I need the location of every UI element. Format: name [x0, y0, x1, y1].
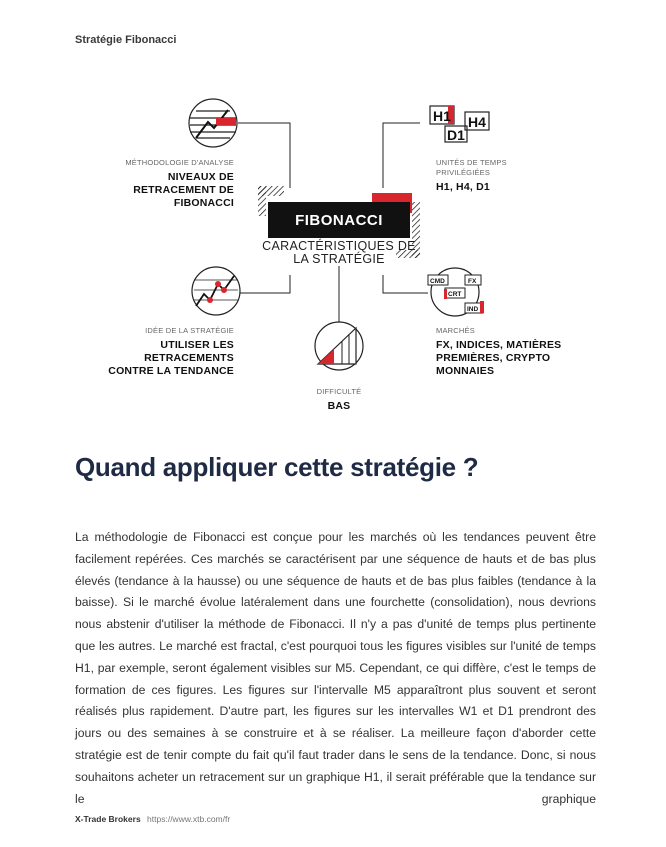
- strategy-characteristics-subtitle: CARACTÉRISTIQUES DE LA STRATÉGIE: [262, 239, 416, 266]
- methodology-value: NIVEAUX DE RETRACEMENT DE FIBONACCI: [133, 171, 234, 209]
- strategy-idea-icon: [192, 267, 240, 315]
- difficulty-label: [289, 387, 389, 413]
- fibonacci-levels-icon: [189, 99, 237, 147]
- difficulty-caption: DIFFICULTÉ: [316, 387, 362, 396]
- connector-idea: [238, 275, 290, 293]
- methodology-label: [110, 158, 234, 210]
- timeframe-h1-label: H1: [433, 108, 451, 124]
- footer-url[interactable]: https://www.xtb.com/fr: [147, 814, 231, 824]
- timeframes-icon: [430, 106, 489, 143]
- connector-markets: [383, 275, 428, 293]
- market-fx-label: FX: [468, 278, 477, 285]
- idea-value: UTILISER LES RETRACEMENTS CONTRE LA TENDANCE: [108, 339, 234, 377]
- market-cmd-label: CMD: [430, 278, 445, 285]
- strategy-characteristics-diagram: [0, 90, 666, 420]
- difficulty-icon: [315, 322, 363, 370]
- markets-label: [436, 326, 576, 378]
- idea-label: [96, 326, 234, 378]
- timeframes-label: [436, 158, 556, 194]
- section-heading: Quand appliquer cette stratégie ?: [75, 452, 479, 482]
- markets-caption: MARCHÉS: [436, 326, 475, 335]
- footer: [75, 814, 230, 824]
- market-crt-label: CRT: [448, 291, 462, 298]
- markets-icon: [428, 268, 484, 316]
- page-header-title: Stratégie Fibonacci: [75, 34, 177, 46]
- timeframe-h4-label: H4: [468, 114, 486, 130]
- timeframes-value: H1, H4, D1: [436, 181, 490, 193]
- fibonacci-title-box: FIBONACCI: [268, 202, 410, 238]
- markets-value: FX, INDICES, MATIÈRES PREMIÈRES, CRYPTO MONNAIES: [436, 339, 562, 377]
- methodology-caption: MÉTHODOLOGIE D'ANALYSE: [125, 158, 234, 167]
- footer-brand: X-Trade Brokers: [75, 814, 141, 824]
- body-paragraph: La méthodologie de Fibonacci est conçue pour les marchés où les tendances peuvent être facilement repérées. Ces marchés se caractérisent par une séquence de hauts et de bas plus élevés (tendance à la hausse) ou une séquence de hauts et de bas plus faibles (tendance à la baisse). Si le marché évolue latéralement dans une fourchette (consolidation), nous devrions nous abstenir d'utiliser la méthode de Fibonacci. Il n'y a pas d'unité de temps plus pertinente que les autres. Le marché est fractal, c'est pourquoi tous les figures visibles sur l'unité de temps H1, par exemple, seront également visibles sur M5. Cependant, ce qui diffère, c'est le temps de formation de ces figures. Les figures sur l'intervalle M5 apparaîtront plus souvent et seront réalisés plus rapidement. D'autre part, les figures sur les intervalles W1 et D1 prendront des jours ou des semaines à se construire et à se réaliser. La meilleure façon d'aborder cette stratégie est de tenir compte du fait qu'il faut trader dans le sens de la tendance. Donc, si nous souhaitons acheter un retracement sur un graphique H1, il serait préférable que la tendance sur le graphique: [75, 530, 596, 806]
- market-ind-label: IND: [467, 306, 479, 313]
- timeframes-caption: UNITÉS DE TEMPS PRIVILÉGIÉES: [436, 158, 507, 177]
- connector-timeframes: [383, 123, 420, 188]
- timeframe-d1-label: D1: [447, 127, 465, 143]
- idea-caption: IDÉE DE LA STRATÉGIE: [145, 326, 234, 335]
- connector-methodology: [238, 123, 290, 188]
- difficulty-value: BAS: [327, 400, 351, 412]
